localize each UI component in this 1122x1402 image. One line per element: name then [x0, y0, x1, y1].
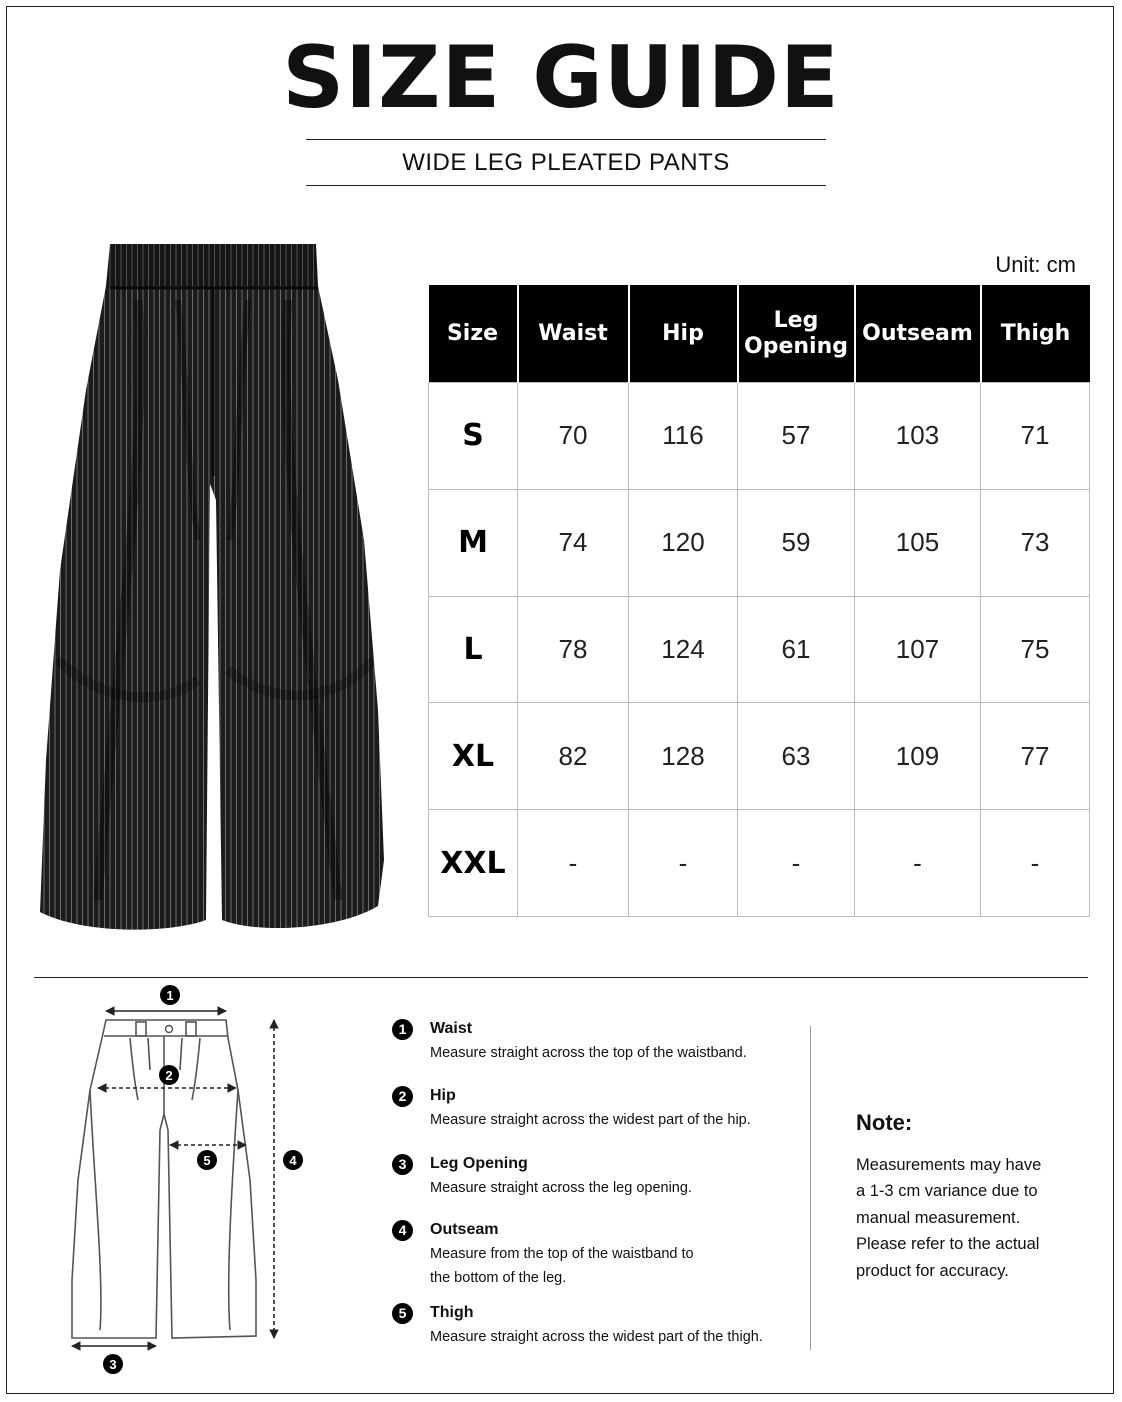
- thigh-cell: 75: [981, 596, 1090, 703]
- unit-label: Unit: cm: [995, 252, 1076, 277]
- legend-description-line-2: the bottom of the leg.: [430, 1270, 567, 1286]
- waist-cell: 74: [518, 489, 629, 596]
- leg-opening-line-1: Leg: [773, 307, 819, 333]
- note-line: product for accuracy.: [856, 1261, 1009, 1280]
- waist-cell: 82: [518, 703, 629, 810]
- note-separator: [810, 1026, 811, 1350]
- outseam-cell: 107: [855, 596, 981, 703]
- number-badge: 2: [392, 1086, 413, 1107]
- column-header-leg-opening: [738, 285, 855, 383]
- column-header-thigh: Thigh: [981, 285, 1090, 383]
- table-row: [429, 810, 1090, 917]
- size-label: L: [429, 596, 518, 703]
- svg-text:1: 1: [166, 988, 174, 1003]
- thigh-cell: 73: [981, 489, 1090, 596]
- table-row: [429, 383, 1090, 490]
- leg-opening-cell: 57: [738, 383, 855, 490]
- legend-title: Outseam: [430, 1221, 499, 1238]
- hip-cell: 128: [629, 703, 738, 810]
- diagram-badge-5: [197, 1150, 217, 1170]
- number-badge: 4: [392, 1220, 413, 1241]
- note-line: Please refer to the actual: [856, 1235, 1040, 1254]
- waist-cell: -: [518, 810, 629, 917]
- table-row: [429, 703, 1090, 810]
- legend-description: Measure from the top of the waistband to: [430, 1246, 694, 1262]
- legend-title: Leg Opening: [430, 1155, 528, 1172]
- diagram-badge-3: [103, 1354, 123, 1374]
- leg-opening-cell: -: [738, 810, 855, 917]
- hip-cell: 116: [629, 383, 738, 490]
- hip-cell: 120: [629, 489, 738, 596]
- title-rule-bottom: [306, 185, 826, 186]
- thigh-cell: 71: [981, 383, 1090, 490]
- legend-title: Thigh: [430, 1304, 474, 1321]
- legend-description: Measure straight across the top of the waistband.: [430, 1045, 747, 1061]
- column-header-hip: Hip: [629, 285, 738, 383]
- outseam-cell: -: [855, 810, 981, 917]
- outseam-cell: 103: [855, 383, 981, 490]
- hip-cell: -: [629, 810, 738, 917]
- thigh-cell: 77: [981, 703, 1090, 810]
- number-badge: 1: [392, 1019, 413, 1040]
- column-header-outseam: Outseam: [855, 285, 981, 383]
- column-header-size: Size: [429, 285, 518, 383]
- leg-opening-line-2: Opening: [744, 333, 848, 359]
- diagram-badge-1: [160, 985, 180, 1005]
- hip-cell: 124: [629, 596, 738, 703]
- diagram-badge-2: [159, 1065, 179, 1085]
- leg-opening-cell: 61: [738, 596, 855, 703]
- thigh-cell: -: [981, 810, 1090, 917]
- number-badge: 3: [392, 1154, 413, 1175]
- size-label: M: [429, 489, 518, 596]
- size-label: XL: [429, 703, 518, 810]
- legend-title: Waist: [430, 1020, 473, 1037]
- leg-opening-cell: 59: [738, 489, 855, 596]
- waist-cell: 78: [518, 596, 629, 703]
- legend-description: Measure straight across the widest part of the thigh.: [430, 1329, 763, 1345]
- svg-text:5: 5: [203, 1153, 211, 1168]
- svg-text:2: 2: [165, 1068, 173, 1083]
- note-line: a 1-3 cm variance due to: [856, 1182, 1038, 1201]
- pants-photo-icon: [38, 240, 384, 936]
- diagram-badge-4: [283, 1150, 303, 1170]
- measurement-diagram: [60, 980, 320, 1380]
- size-label: XXL: [429, 810, 518, 917]
- note-line: manual measurement.: [856, 1208, 1021, 1227]
- legend-description: Measure straight across the widest part of the hip.: [430, 1112, 751, 1128]
- table-row: [429, 596, 1090, 703]
- size-table: [428, 285, 1090, 917]
- svg-text:4: 4: [289, 1153, 297, 1168]
- number-badge: 5: [392, 1303, 413, 1324]
- note-text: [856, 1152, 1076, 1284]
- page-title: SIZE GUIDE: [282, 28, 840, 128]
- note-line: Measurements may have: [856, 1156, 1042, 1174]
- waist-cell: 70: [518, 383, 629, 490]
- table-row: [429, 489, 1090, 596]
- note-title: Note:: [856, 1110, 913, 1135]
- column-header-waist: Waist: [518, 285, 629, 383]
- table-header-row: [429, 285, 1090, 383]
- legend-title: Hip: [430, 1087, 456, 1104]
- section-divider: [34, 977, 1088, 978]
- outseam-cell: 109: [855, 703, 981, 810]
- product-name: WIDE LEG PLEATED PANTS: [402, 149, 730, 176]
- title-rule-top: [306, 139, 826, 140]
- size-label: S: [429, 383, 518, 490]
- leg-opening-cell: 63: [738, 703, 855, 810]
- outseam-cell: 105: [855, 489, 981, 596]
- legend-description: Measure straight across the leg opening.: [430, 1180, 692, 1196]
- svg-text:3: 3: [109, 1357, 117, 1372]
